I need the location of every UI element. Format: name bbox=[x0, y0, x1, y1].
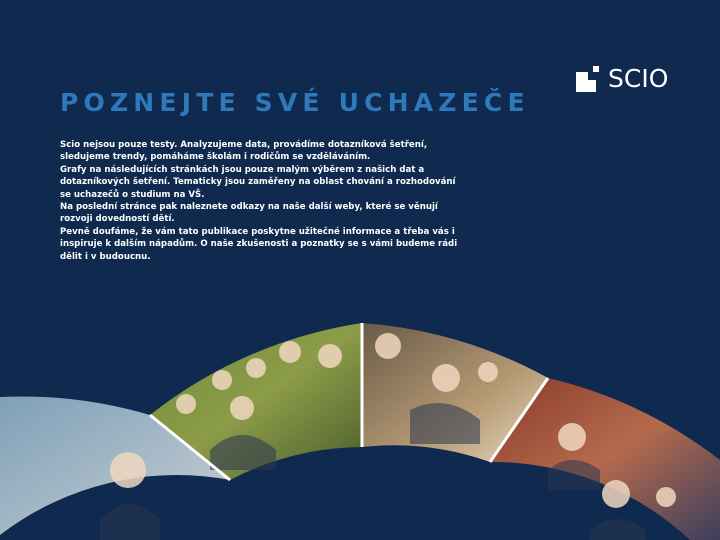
page-title: POZNEJTE SVÉ UCHAZEČE bbox=[60, 88, 530, 117]
intro-paragraph: Na poslední stránce pak naleznete odkazy na naše další weby, které se věnují rozvoji dovedností dětí. bbox=[60, 202, 438, 225]
intro-paragraph: Scio nejsou pouze testy. Analyzujeme data, provádíme dotazníková šetření, sledujeme trendy, pomáháme školám i rodičům se vzděláváním. bbox=[60, 140, 428, 163]
photo-arc bbox=[0, 318, 720, 540]
scio-logo bbox=[576, 64, 668, 94]
scio-logo-text: SCIO bbox=[608, 64, 669, 93]
intro-text bbox=[60, 139, 468, 263]
scio-logo-icon bbox=[576, 66, 604, 92]
intro-paragraph: Pevně doufáme, že vám tato publikace poskytne užitečné informace a třeba vás i inspiruje k dalším nápadům. O naše zkušenosti a poznatky se s vámi budeme rádi dělit i v budoucnu. bbox=[60, 226, 458, 262]
intro-paragraph: Grafy na následujících stránkách jsou pouze malým výběrem z našich dat a dotazníkových šetření. Tematicky jsou zaměřeny na oblast chování a rozhodování se uchazečů o studium na VŠ. bbox=[60, 164, 456, 200]
